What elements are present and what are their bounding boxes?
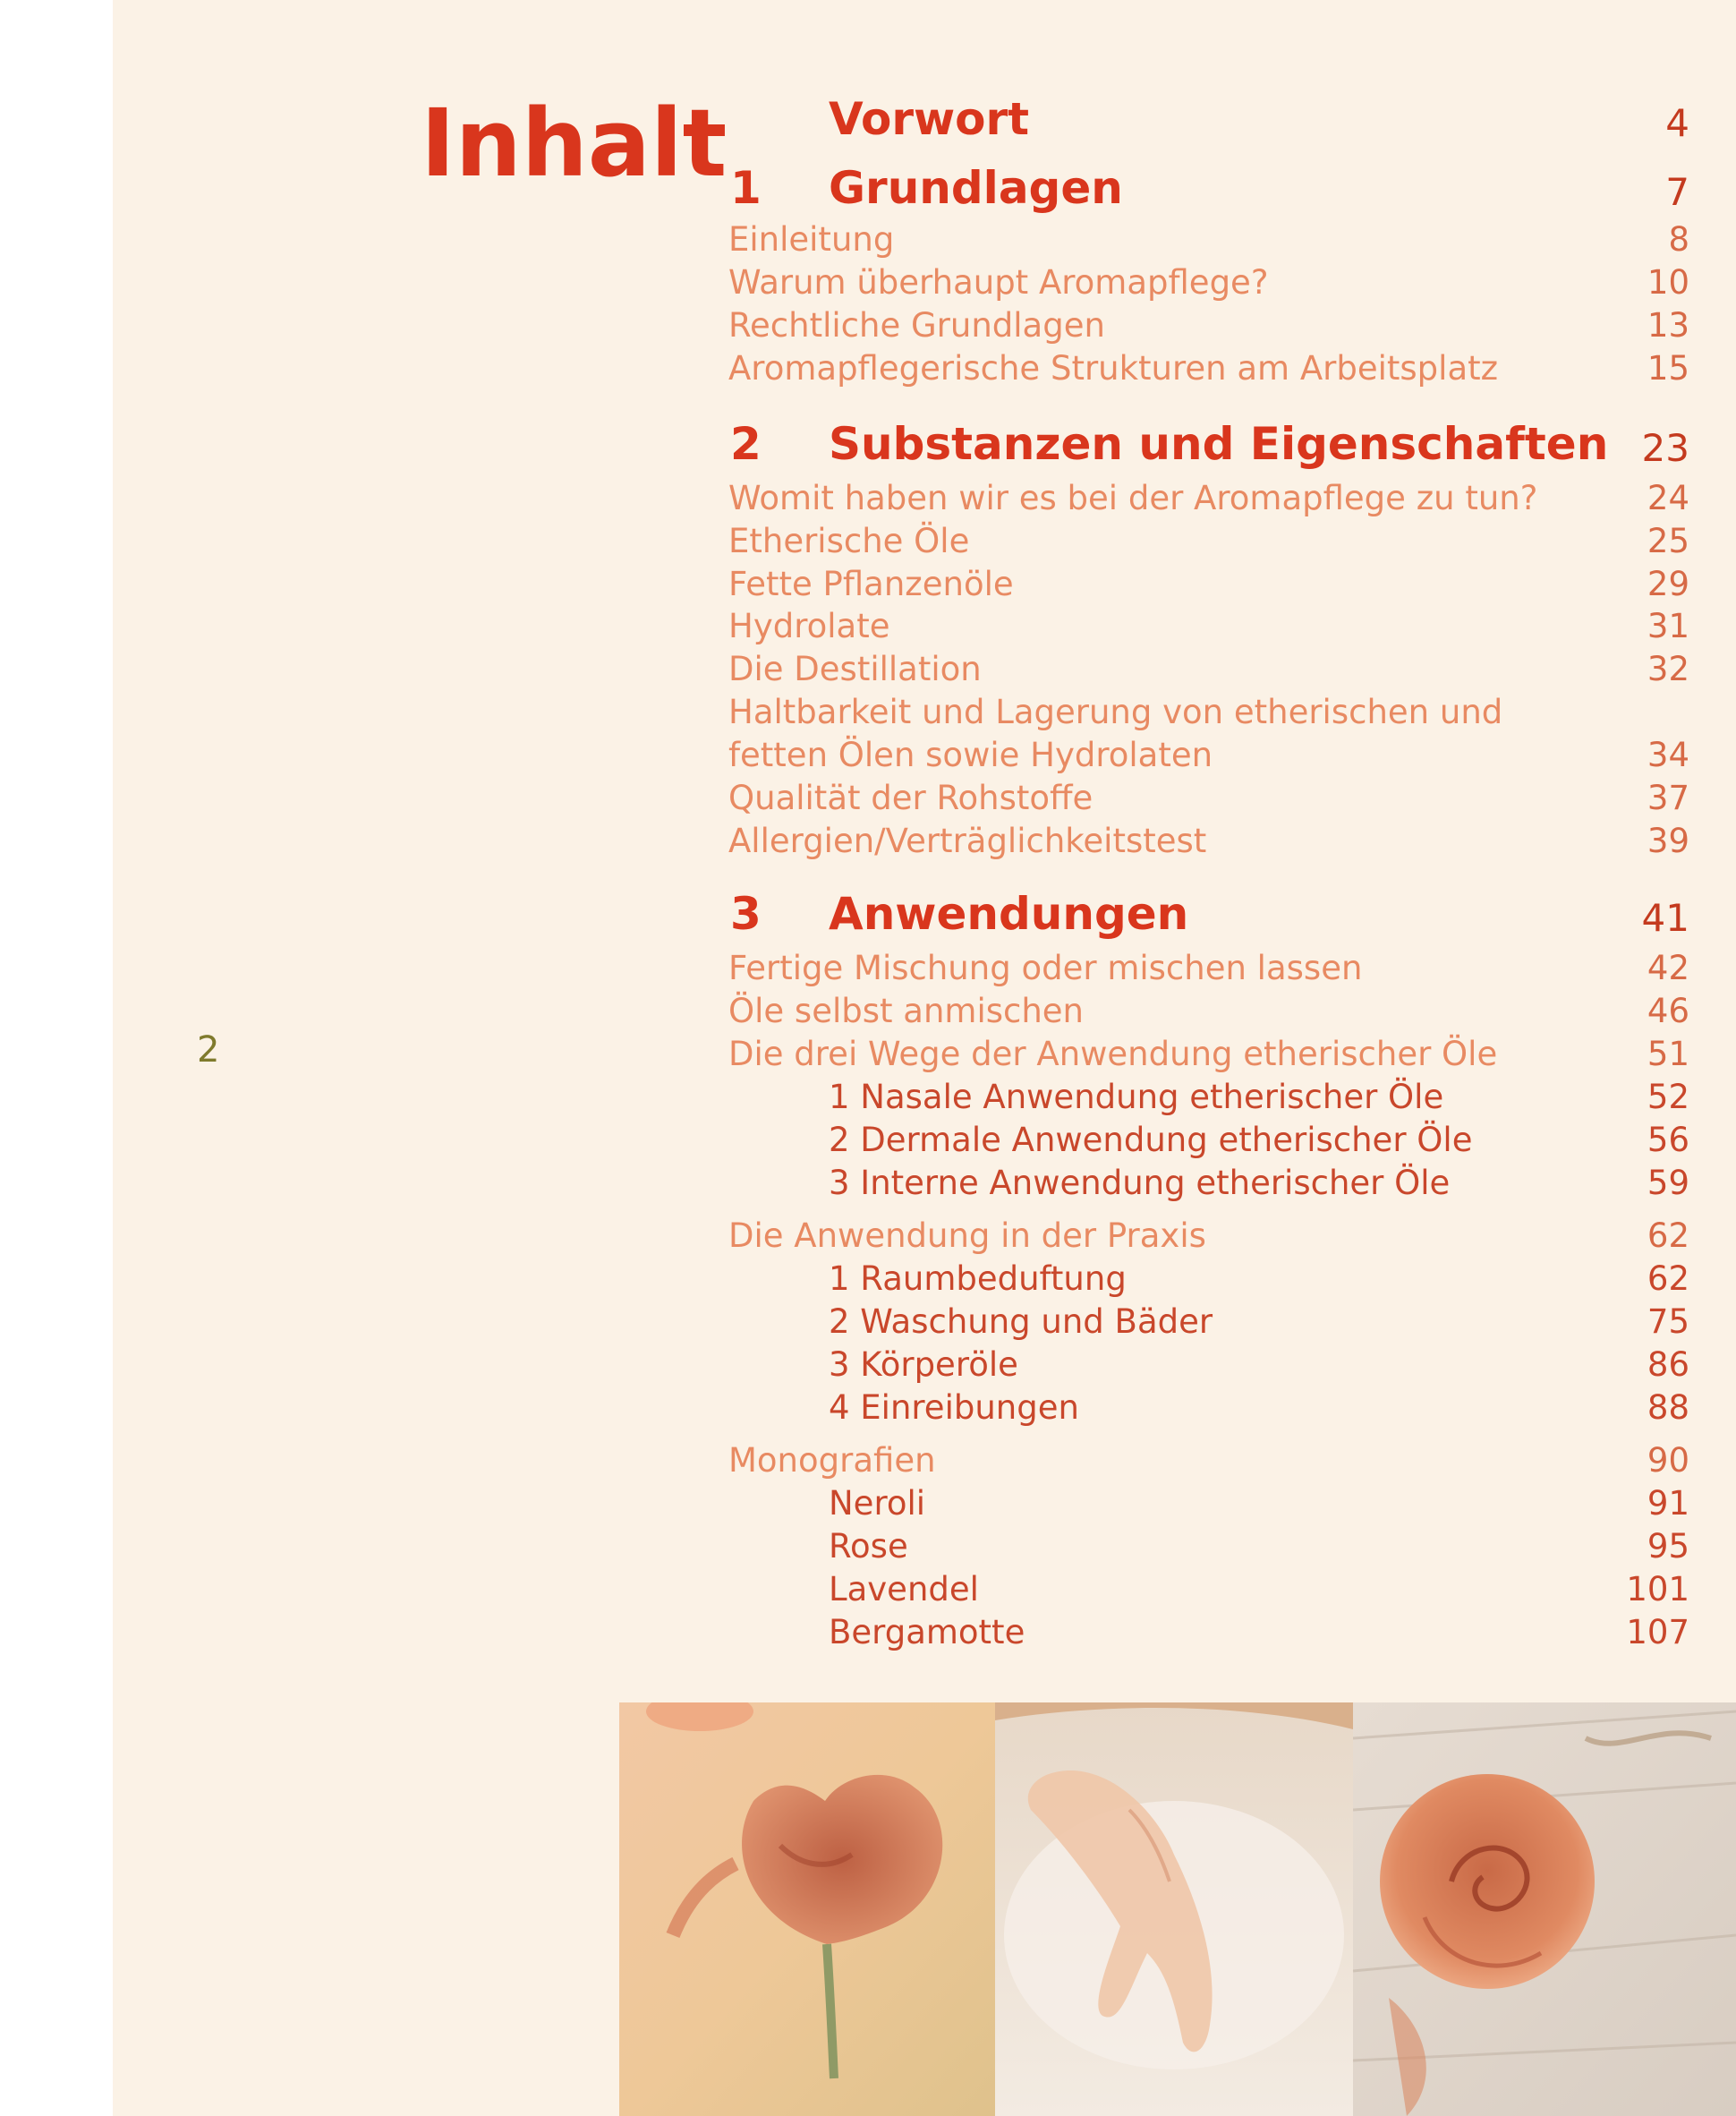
toc-subentry[interactable]: [728, 1298, 1689, 1341]
toc-page: 41: [1641, 896, 1689, 940]
toc-label: Anwendungen: [829, 888, 1189, 940]
toc-subentry[interactable]: [728, 1523, 1689, 1566]
toc-entry[interactable]: [728, 345, 1689, 388]
photo-strip: [619, 1702, 1736, 2116]
toc-subentry[interactable]: [728, 1341, 1689, 1384]
poppy-photo: [619, 1702, 995, 2116]
toc-page: 10: [1647, 263, 1689, 302]
toc-label: Öle selbst anmischen: [728, 992, 1085, 1030]
toc-label: Grundlagen: [829, 162, 1123, 214]
toc-page: 56: [1647, 1121, 1689, 1159]
toc-entry[interactable]: [728, 517, 1689, 560]
toc-page: 4: [1665, 101, 1689, 145]
toc-subentry[interactable]: [728, 1566, 1689, 1608]
chapter-number: 3: [730, 888, 762, 940]
toc-page: 51: [1647, 1035, 1689, 1073]
toc-subentry[interactable]: [728, 1159, 1689, 1202]
toc-page: 31: [1647, 607, 1689, 645]
toc-entry[interactable]: [728, 216, 1689, 259]
toc-label: Die Destillation: [728, 650, 982, 688]
toc-page: 23: [1641, 426, 1689, 470]
toc-subentry[interactable]: [728, 1480, 1689, 1523]
toc-label: Fertige Mischung oder mischen lassen: [728, 949, 1363, 987]
toc-page: 46: [1647, 992, 1689, 1030]
toc-page: 62: [1647, 1259, 1689, 1298]
toc-label: fetten Ölen sowie Hydrolaten: [728, 736, 1213, 774]
toc-label: Qualität der Rohstoffe: [728, 779, 1094, 817]
toc-page: 91: [1647, 1484, 1689, 1523]
toc-chapter[interactable]: [728, 162, 1689, 214]
toc-label: Monografien: [728, 1441, 936, 1480]
toc-label: Fette Pflanzenöle: [728, 565, 1014, 603]
toc-page: 15: [1647, 349, 1689, 388]
toc-label: Die drei Wege der Anwendung etherischer Öle: [728, 1035, 1498, 1073]
toc-page: 13: [1647, 306, 1689, 345]
toc-entry[interactable]: [728, 302, 1689, 345]
hand-in-water-photo: [995, 1702, 1353, 2116]
toc-entry[interactable]: [728, 602, 1689, 645]
toc-label: Etherische Öle: [728, 522, 970, 560]
toc-page: 107: [1626, 1613, 1689, 1651]
toc-label: Haltbarkeit und Lagerung von etherischen und: [728, 693, 1503, 731]
toc-label: Vorwort: [829, 93, 1030, 145]
toc-entry[interactable]: [728, 987, 1689, 1030]
toc-label: Bergamotte: [829, 1613, 1025, 1651]
toc-label: Die Anwendung in der Praxis: [728, 1216, 1206, 1255]
toc-label: 3 Körperöle: [829, 1345, 1018, 1384]
toc-page: 39: [1647, 822, 1689, 860]
toc-label: Womit haben wir es bei der Aromapflege zu tun?: [728, 479, 1538, 517]
toc-entry[interactable]: [728, 1212, 1689, 1255]
toc-page: 59: [1647, 1164, 1689, 1202]
rose-photo: [1353, 1702, 1736, 2116]
toc-label: Aromapflegerische Strukturen am Arbeitsplatz: [728, 349, 1499, 388]
toc-vorwort[interactable]: [728, 93, 1689, 145]
toc-subentry[interactable]: [728, 1073, 1689, 1116]
toc-label: 4 Einreibungen: [829, 1388, 1079, 1427]
chapter-number: 2: [730, 418, 762, 470]
toc-entry[interactable]: [728, 645, 1689, 688]
toc-page: 34: [1647, 736, 1689, 774]
toc-subentry[interactable]: [728, 1116, 1689, 1159]
toc-label: Substanzen und Eigenschaften: [829, 418, 1609, 470]
toc-entry[interactable]: [728, 259, 1689, 302]
toc-page: 52: [1647, 1078, 1689, 1116]
chapter-number: 1: [730, 162, 762, 214]
toc-label: Warum überhaupt Aromapflege?: [728, 263, 1269, 302]
toc-page: 90: [1647, 1441, 1689, 1480]
toc-chapter[interactable]: [728, 888, 1689, 940]
toc-entry[interactable]: [728, 817, 1689, 860]
toc-page: 25: [1647, 522, 1689, 560]
page-title: Inhalt: [421, 89, 728, 198]
toc-entry[interactable]: [728, 731, 1689, 774]
toc-label: Allergien/Verträglichkeitstest: [728, 822, 1207, 860]
toc-label: 1 Raumbeduftung: [829, 1259, 1127, 1298]
toc-label: 2 Waschung und Bäder: [829, 1302, 1213, 1341]
toc-label: 2 Dermale Anwendung etherischer Öle: [829, 1121, 1473, 1159]
toc-label: Neroli: [829, 1484, 926, 1523]
toc-page: 86: [1647, 1345, 1689, 1384]
toc-entry[interactable]: [728, 774, 1689, 817]
toc-label: Rechtliche Grundlagen: [728, 306, 1105, 345]
toc-page: 42: [1647, 949, 1689, 987]
toc-subentry[interactable]: [728, 1608, 1689, 1651]
toc-page: 7: [1665, 170, 1689, 214]
toc-entry[interactable]: [728, 560, 1689, 603]
toc-page: 62: [1647, 1216, 1689, 1255]
toc-label: Lavendel: [829, 1570, 979, 1608]
toc-page: 95: [1647, 1527, 1689, 1566]
toc-label: 1 Nasale Anwendung etherischer Öle: [829, 1078, 1444, 1116]
page-number: 2: [197, 1029, 220, 1071]
toc-page: 37: [1647, 779, 1689, 817]
toc-entry[interactable]: [728, 944, 1689, 987]
toc-subentry[interactable]: [728, 1384, 1689, 1427]
toc-label: Hydrolate: [728, 607, 890, 645]
toc-entry[interactable]: [728, 688, 1689, 731]
toc-page: 24: [1647, 479, 1689, 517]
toc-label: Einleitung: [728, 220, 895, 259]
toc-entry[interactable]: [728, 1437, 1689, 1480]
toc-page: 8: [1668, 220, 1689, 259]
toc-page: 32: [1647, 650, 1689, 688]
toc-chapter[interactable]: [728, 418, 1689, 470]
toc-entry[interactable]: [728, 474, 1689, 517]
toc-page: 29: [1647, 565, 1689, 603]
toc-page: 101: [1626, 1570, 1689, 1608]
toc-subentry[interactable]: [728, 1255, 1689, 1298]
toc-page: 75: [1647, 1302, 1689, 1341]
toc-label: 3 Interne Anwendung etherischer Öle: [829, 1164, 1451, 1202]
toc-label: Rose: [829, 1527, 908, 1566]
toc-entry[interactable]: [728, 1030, 1689, 1073]
toc-page: 88: [1647, 1388, 1689, 1427]
